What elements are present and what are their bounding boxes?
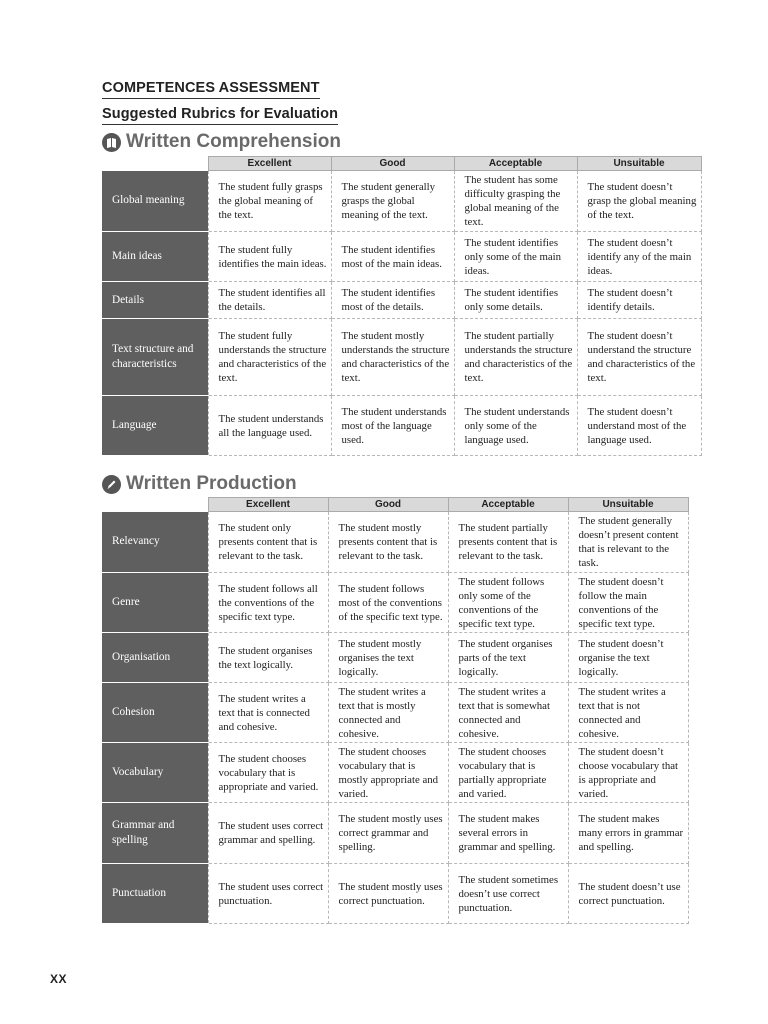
rubric-cell: The student makes several errors in grammar and spelling.	[448, 803, 568, 864]
rubric-cell: The student sometimes doesn’t use correct punctuation.	[448, 864, 568, 924]
row-category: Relevancy	[102, 512, 208, 573]
rubric-cell: The student writes a text that is somewhat connected and cohesive.	[448, 683, 568, 743]
rubric-cell: The student makes many errors in grammar and spelling.	[568, 803, 688, 864]
pencil-icon	[102, 475, 121, 494]
table-row	[102, 633, 688, 683]
row-category: Vocabulary	[102, 743, 208, 803]
rubric-cell: The student identifies only some details.	[454, 282, 577, 319]
rubric-cell: The student identifies most of the details.	[331, 282, 454, 319]
rubric-cell: The student doesn’t identify details.	[577, 282, 701, 319]
rubric-cell: The student doesn’t organise the text logically.	[568, 633, 688, 683]
rubric-cell: The student understands only some of the language used.	[454, 396, 577, 456]
rubric-cell: The student mostly uses correct punctuation.	[328, 864, 448, 924]
rubric-cell: The student understands all the language used.	[208, 396, 331, 456]
row-category: Text structure and characteristics	[102, 319, 208, 396]
rubric-cell: The student doesn’t grasp the global meaning of the text.	[577, 171, 701, 232]
section-title-text: Written Production	[126, 473, 297, 494]
row-category: Language	[102, 396, 208, 456]
table-header-row	[102, 157, 701, 171]
col-header-unsuitable: Unsuitable	[568, 498, 688, 512]
rubric-cell: The student fully understands the structure and characteristics of the text.	[208, 319, 331, 396]
rubric-cell: The student chooses vocabulary that is mostly appropriate and varied.	[328, 743, 448, 803]
rubric-cell: The student organises the text logically.	[208, 633, 328, 683]
rubric-cell: The student writes a text that is mostly connected and cohesive.	[328, 683, 448, 743]
rubric-cell: The student doesn’t identify any of the main ideas.	[577, 232, 701, 282]
rubric-cell: The student chooses vocabulary that is partially appropriate and varied.	[448, 743, 568, 803]
rubric-cell: The student partially presents content that is relevant to the task.	[448, 512, 568, 573]
rubric-cell: The student mostly organises the text logically.	[328, 633, 448, 683]
page-subtitle: Suggested Rubrics for Evaluation	[102, 106, 338, 125]
table-row	[102, 396, 701, 456]
rubric-cell: The student writes a text that is not connected and cohesive.	[568, 683, 688, 743]
row-category: Global meaning	[102, 171, 208, 232]
col-header-good: Good	[331, 157, 454, 171]
row-category: Grammar and spelling	[102, 803, 208, 864]
rubric-cell: The student only presents content that is relevant to the task.	[208, 512, 328, 573]
page-title: COMPETENCES ASSESSMENT	[102, 80, 320, 99]
rubric-cell: The student doesn’t follow the main conventions of the specific text type.	[568, 573, 688, 633]
rubric-cell: The student understands most of the language used.	[331, 396, 454, 456]
section-title-text: Written Comprehension	[126, 131, 341, 152]
table-row	[102, 743, 688, 803]
rubric-cell: The student mostly uses correct grammar and spelling.	[328, 803, 448, 864]
table-row	[102, 232, 701, 282]
col-header-excellent: Excellent	[208, 498, 328, 512]
row-category: Main ideas	[102, 232, 208, 282]
rubric-cell: The student chooses vocabulary that is appropriate and varied.	[208, 743, 328, 803]
rubric-cell: The student has some difficulty grasping the global meaning of the text.	[454, 171, 577, 232]
table-header-row	[102, 498, 688, 512]
header-blank	[102, 498, 208, 512]
col-header-acceptable: Acceptable	[454, 157, 577, 171]
col-header-unsuitable: Unsuitable	[577, 157, 701, 171]
rubric-cell: The student identifies most of the main ideas.	[331, 232, 454, 282]
section-title-production	[102, 473, 297, 495]
row-category: Details	[102, 282, 208, 319]
comprehension-rubric-table	[102, 156, 702, 456]
rubric-cell: The student doesn’t understand most of the language used.	[577, 396, 701, 456]
rubric-cell: The student uses correct grammar and spelling.	[208, 803, 328, 864]
rubric-cell: The student generally grasps the global meaning of the text.	[331, 171, 454, 232]
col-header-good: Good	[328, 498, 448, 512]
rubric-cell: The student mostly understands the structure and characteristics of the text.	[331, 319, 454, 396]
table-row	[102, 171, 701, 232]
rubric-cell: The student follows most of the conventions of the specific text type.	[328, 573, 448, 633]
page-number: XX	[50, 972, 68, 986]
production-rubric-table	[102, 497, 689, 924]
rubric-cell: The student doesn’t choose vocabulary that is appropriate and varied.	[568, 743, 688, 803]
table-row	[102, 683, 688, 743]
rubric-cell: The student mostly presents content that is relevant to the task.	[328, 512, 448, 573]
rubric-cell: The student doesn’t use correct punctuation.	[568, 864, 688, 924]
table-row	[102, 573, 688, 633]
table-row	[102, 319, 701, 396]
rubric-cell: The student identifies only some of the main ideas.	[454, 232, 577, 282]
rubric-cell: The student generally doesn’t present content that is relevant to the task.	[568, 512, 688, 573]
table-row	[102, 512, 688, 573]
rubric-cell: The student organises parts of the text logically.	[448, 633, 568, 683]
section-title-comprehension	[102, 131, 341, 153]
row-category: Punctuation	[102, 864, 208, 924]
col-header-acceptable: Acceptable	[448, 498, 568, 512]
col-header-excellent: Excellent	[208, 157, 331, 171]
rubric-cell: The student partially understands the structure and characteristics of the text.	[454, 319, 577, 396]
table-row	[102, 864, 688, 924]
row-category: Genre	[102, 573, 208, 633]
book-icon	[102, 133, 121, 152]
rubric-cell: The student fully identifies the main ideas.	[208, 232, 331, 282]
table-row	[102, 803, 688, 864]
rubric-cell: The student fully grasps the global meaning of the text.	[208, 171, 331, 232]
rubric-cell: The student writes a text that is connected and cohesive.	[208, 683, 328, 743]
rubric-cell: The student follows only some of the conventions of the specific text type.	[448, 573, 568, 633]
rubric-cell: The student uses correct punctuation.	[208, 864, 328, 924]
rubric-cell: The student identifies all the details.	[208, 282, 331, 319]
header-blank	[102, 157, 208, 171]
rubric-cell: The student doesn’t understand the structure and characteristics of the text.	[577, 319, 701, 396]
table-row	[102, 282, 701, 319]
row-category: Cohesion	[102, 683, 208, 743]
row-category: Organisation	[102, 633, 208, 683]
rubric-cell: The student follows all the conventions of the specific text type.	[208, 573, 328, 633]
